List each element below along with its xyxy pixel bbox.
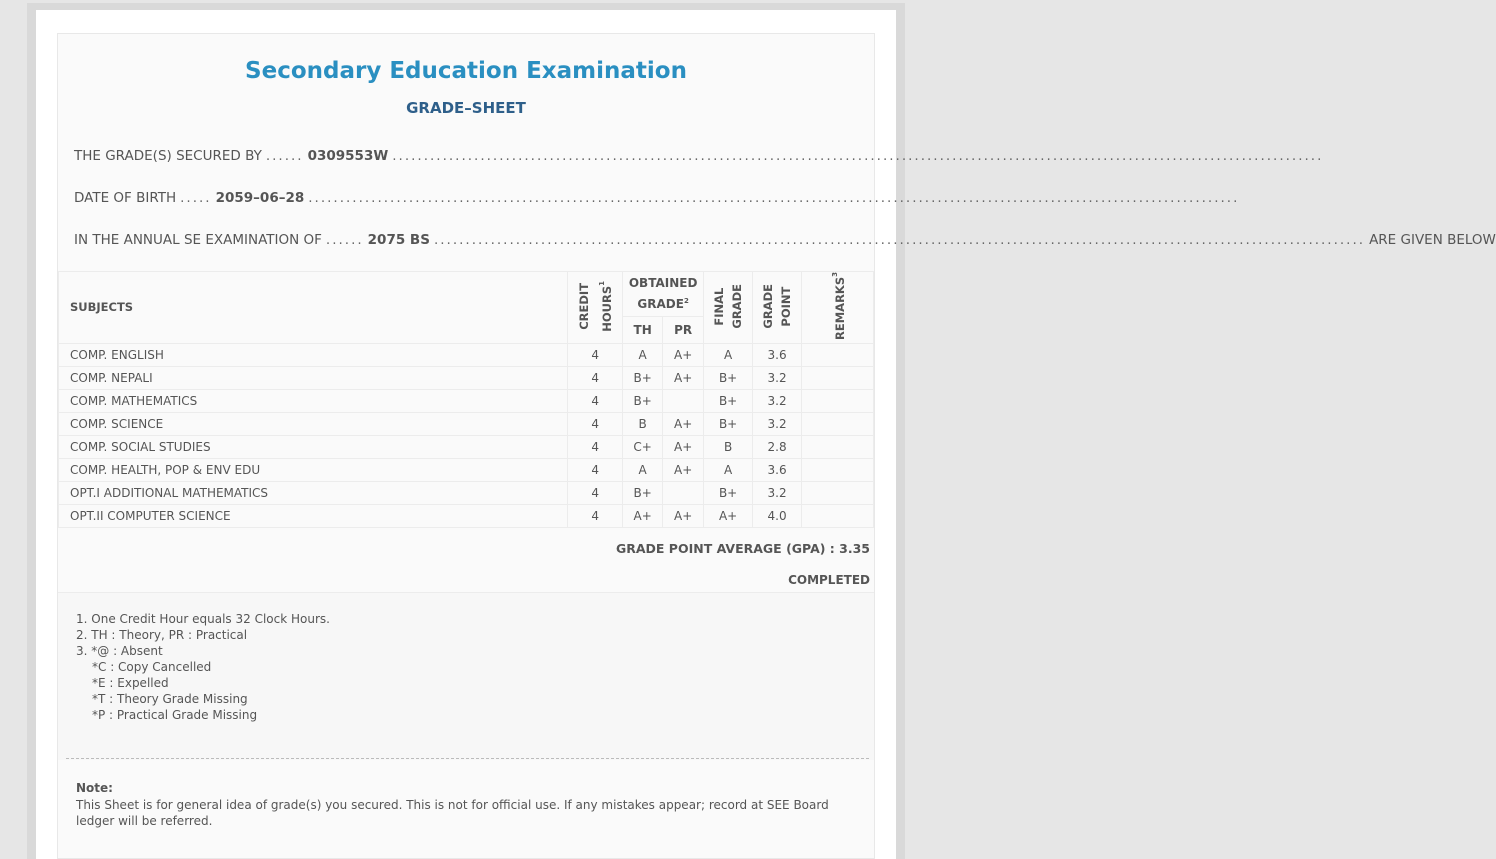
credit-cell: 4 <box>568 366 623 389</box>
note-text: This Sheet is for general idea of grade(s) you secured. This is not for official use. If any mistakes appear; record at SEE Board ledger will be referred. <box>76 798 829 828</box>
credit-cell: 4 <box>568 343 623 366</box>
footnote-item: 1. One Credit Hour equals 32 Clock Hours. <box>76 612 330 626</box>
final-grade-header: FINAL GRADE <box>704 272 753 344</box>
table-row <box>59 481 874 504</box>
footnote-item: *P : Practical Grade Missing <box>92 708 258 722</box>
dob-line: DATE OF BIRTH ..... 2059–06–28 .................................................................................................................................................... <box>74 190 1240 206</box>
subject-cell: COMP. HEALTH, POP & ENV EDU <box>59 458 568 481</box>
remarks-cell <box>802 343 874 366</box>
table-row <box>59 389 874 412</box>
dob-label: DATE OF BIRTH <box>74 190 177 206</box>
exam-line: IN THE ANNUAL SE EXAMINATION OF ...... 2075 BS .................................................................................................................................................... ARE GIVEN BELOW <box>74 232 1496 248</box>
grade-point-cell: 3.2 <box>753 481 802 504</box>
th-grade-cell: B+ <box>623 481 663 504</box>
gpa-text: GRADE POINT AVERAGE (GPA) : 3.35 <box>615 541 870 556</box>
pr-grade-cell: A+ <box>663 343 704 366</box>
remarks-cell <box>802 435 874 458</box>
pr-grade-cell: A+ <box>663 412 704 435</box>
final-grade-cell: B+ <box>704 412 753 435</box>
footnote-item: *C : Copy Cancelled <box>92 660 212 674</box>
exam-title: Secondary Education Examination <box>245 58 687 84</box>
pr-grade-cell: A+ <box>663 504 704 527</box>
secured-by-label: THE GRADE(S) SECURED BY <box>74 148 262 164</box>
final-grade-cell: B+ <box>704 366 753 389</box>
remarks-cell <box>802 458 874 481</box>
dashed-divider <box>66 758 869 759</box>
credit-cell: 4 <box>568 412 623 435</box>
obtained-grade-header: OBTAINED GRADE$^2$ <box>623 272 704 317</box>
exam-year: 2075 BS <box>367 232 430 248</box>
th-grade-cell: B+ <box>623 366 663 389</box>
final-grade-cell: A <box>704 343 753 366</box>
subject-cell: COMP. NEPALI <box>59 366 568 389</box>
pr-header: PR <box>663 316 704 343</box>
th-grade-cell: B+ <box>623 389 663 412</box>
th-grade-cell: A <box>623 458 663 481</box>
note-title: Note: <box>76 781 113 795</box>
grades-table <box>58 271 874 528</box>
footnote-item: *T : Theory Grade Missing <box>92 692 248 706</box>
pr-grade-cell <box>663 389 704 412</box>
final-grade-cell: B <box>704 435 753 458</box>
exam-tail: ARE GIVEN BELOW <box>1369 232 1496 248</box>
grade-point-cell: 3.2 <box>753 412 802 435</box>
grade-point-header: GRADE POINT <box>753 272 802 344</box>
remarks-cell <box>802 412 874 435</box>
table-row <box>59 343 874 366</box>
remarks-cell <box>802 504 874 527</box>
th-header: TH <box>623 316 663 343</box>
subject-cell: COMP. SCIENCE <box>59 412 568 435</box>
th-grade-cell: A <box>623 343 663 366</box>
credit-hours-header: CREDIT HOURS$^1$ <box>568 272 623 344</box>
table-row <box>59 504 874 527</box>
footnote-item: 2. TH : Theory, PR : Practical <box>76 628 248 642</box>
subject-cell: COMP. MATHEMATICS <box>59 389 568 412</box>
pr-grade-cell: A+ <box>663 366 704 389</box>
table-row <box>59 458 874 481</box>
result-status: COMPLETED <box>788 573 870 587</box>
subject-cell: OPT.II COMPUTER SCIENCE <box>59 504 568 527</box>
footnote-item: 3. *@ : Absent <box>76 644 163 658</box>
remarks-cell <box>802 389 874 412</box>
table-row <box>59 435 874 458</box>
table-row <box>59 412 874 435</box>
credit-cell: 4 <box>568 435 623 458</box>
credit-cell: 4 <box>568 389 623 412</box>
remarks-header: REMARKS$^3$ <box>802 272 874 344</box>
footnotes-box <box>58 592 874 760</box>
grade-sheet <box>57 33 1496 859</box>
grade-point-cell: 3.6 <box>753 343 802 366</box>
exam-label: IN THE ANNUAL SE EXAMINATION OF <box>74 232 322 248</box>
credit-cell: 4 <box>568 504 623 527</box>
final-grade-cell: A+ <box>704 504 753 527</box>
table-row <box>59 366 874 389</box>
th-grade-cell: A+ <box>623 504 663 527</box>
subject-cell: COMP. ENGLISH <box>59 343 568 366</box>
sheet-subtitle: GRADE–SHEET <box>406 99 526 117</box>
grade-point-cell: 3.2 <box>753 389 802 412</box>
pr-grade-cell: A+ <box>663 458 704 481</box>
dob-value: 2059–06–28 <box>215 190 305 206</box>
grade-point-cell: 3.2 <box>753 366 802 389</box>
final-grade-cell: A <box>704 458 753 481</box>
subjects-header: SUBJECTS <box>59 272 568 344</box>
grade-point-cell: 3.6 <box>753 458 802 481</box>
symbol-number: 0309553W <box>307 148 389 164</box>
secured-by-line: THE GRADE(S) SECURED BY ...... 0309553W .................................................................................................................................................... <box>74 148 1324 164</box>
remarks-cell <box>802 366 874 389</box>
credit-cell: 4 <box>568 458 623 481</box>
subject-cell: OPT.I ADDITIONAL MATHEMATICS <box>59 481 568 504</box>
pr-grade-cell: A+ <box>663 435 704 458</box>
th-grade-cell: C+ <box>623 435 663 458</box>
credit-cell: 4 <box>568 481 623 504</box>
final-grade-cell: B+ <box>704 389 753 412</box>
final-grade-cell: B+ <box>704 481 753 504</box>
remarks-cell <box>802 481 874 504</box>
footnote-item: *E : Expelled <box>92 676 169 690</box>
pr-grade-cell <box>663 481 704 504</box>
subject-cell: COMP. SOCIAL STUDIES <box>59 435 568 458</box>
th-grade-cell: B <box>623 412 663 435</box>
grade-point-cell: 2.8 <box>753 435 802 458</box>
grade-point-cell: 4.0 <box>753 504 802 527</box>
footnotes-list <box>76 611 330 723</box>
